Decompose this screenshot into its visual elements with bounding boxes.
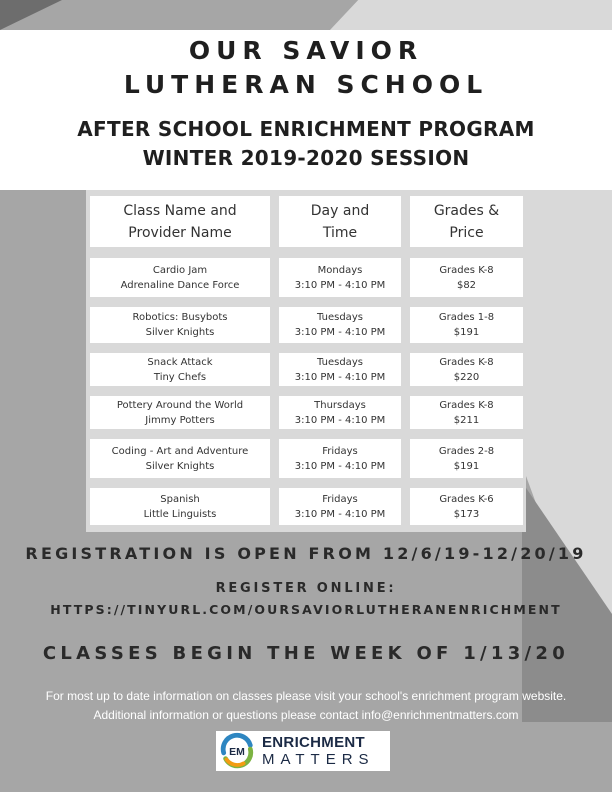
- logo-mark-text: EM: [229, 746, 245, 758]
- table-row-class: [90, 439, 270, 478]
- header-class-line2: Provider Name: [128, 224, 232, 241]
- class-name: Pottery Around the World: [116, 399, 244, 411]
- provider-name: Silver Knights: [145, 460, 215, 472]
- corner-band-light: [330, 0, 612, 30]
- header-day-line1: Day and: [310, 202, 370, 219]
- header-day-line2: Time: [322, 224, 358, 241]
- class-price: $191: [453, 460, 480, 472]
- class-name: Snack Attack: [147, 356, 213, 368]
- table-row-grades: [410, 307, 523, 343]
- class-grades: Grades K-6: [439, 493, 494, 505]
- class-price: $211: [453, 414, 480, 426]
- table-row-time: [279, 307, 401, 343]
- program-title-line2: WINTER 2019-2020 SESSION: [142, 146, 470, 170]
- class-time: 3:10 PM - 4:10 PM: [294, 460, 386, 472]
- header-class-name: [90, 196, 270, 247]
- table-row-grades: [410, 258, 523, 297]
- header-day-time: [279, 196, 401, 247]
- class-name: Cardio Jam: [152, 264, 208, 276]
- class-name: Coding - Art and Adventure: [111, 445, 249, 457]
- register-online-block: [0, 578, 612, 620]
- provider-name: Adrenaline Dance Force: [120, 279, 240, 291]
- class-day: Mondays: [317, 264, 363, 276]
- table-row-class: [90, 353, 270, 386]
- info-line2: Additional information or questions please contact info@enrichmentmatters.com: [93, 708, 519, 722]
- class-day: Fridays: [322, 445, 358, 457]
- table-row-class: [90, 488, 270, 525]
- school-name-line2: LUTHERAN SCHOOL: [123, 70, 489, 99]
- em-logo-icon: [218, 732, 256, 770]
- provider-name: Tiny Chefs: [153, 371, 207, 383]
- header-panel: [0, 30, 612, 190]
- class-grades: Grades K-8: [439, 264, 494, 276]
- class-day: Tuesdays: [317, 356, 363, 368]
- logo-line1: ENRICHMENT: [262, 734, 365, 751]
- class-grades: Grades 2-8: [438, 445, 495, 457]
- table-row-grades: [410, 488, 523, 525]
- table-row-grades: [410, 396, 523, 429]
- provider-name: Silver Knights: [145, 327, 215, 338]
- classes-begin: CLASSES BEGIN THE WEEK OF 1/13/20: [42, 643, 570, 664]
- class-price: $220: [453, 371, 480, 383]
- table-row-class: [90, 396, 270, 429]
- table-row-time: [279, 396, 401, 429]
- register-online-label: REGISTER ONLINE:: [215, 581, 397, 596]
- logo-line2: MATTERS: [262, 751, 375, 768]
- logo-wordmark: [262, 734, 375, 768]
- table-row-time: [279, 258, 401, 297]
- program-title: [0, 115, 612, 173]
- table-row-grades: [410, 439, 523, 478]
- class-grades: Grades K-8: [439, 399, 494, 411]
- class-day: Thursdays: [314, 399, 366, 411]
- class-time: 3:10 PM - 4:10 PM: [294, 327, 386, 338]
- class-day: Tuesdays: [317, 312, 363, 323]
- header-grades-line1: Grades &: [433, 202, 500, 219]
- program-title-line1: AFTER SCHOOL ENRICHMENT PROGRAM: [77, 117, 535, 141]
- enrichment-matters-logo: [216, 731, 390, 771]
- class-time: 3:10 PM - 4:10 PM: [294, 371, 386, 383]
- class-name: Robotics: Busybots: [132, 312, 228, 323]
- table-row-time: [279, 488, 401, 525]
- registration-link[interactable]: HTTPS://TINYURL.COM/OURSAVIORLUTHERANENRICHMENT: [50, 602, 562, 617]
- class-name: Spanish: [160, 493, 200, 505]
- info-line1: For most up to date information on classes please visit your school's enrichment program website.: [45, 689, 567, 703]
- school-name-line1: OUR SAVIOR: [188, 36, 424, 65]
- class-time: 3:10 PM - 4:10 PM: [294, 414, 386, 426]
- table-row-time: [279, 353, 401, 386]
- class-price: $82: [456, 279, 477, 291]
- class-grades: Grades K-8: [439, 356, 494, 368]
- info-text: [0, 687, 612, 725]
- table-row-grades: [410, 353, 523, 386]
- header-grades-price: [410, 196, 523, 247]
- class-price: $173: [453, 508, 480, 520]
- school-name: [0, 34, 612, 102]
- provider-name: Jimmy Potters: [145, 414, 215, 426]
- class-day: Fridays: [322, 493, 358, 505]
- table-row-class: [90, 307, 270, 343]
- table-row-time: [279, 439, 401, 478]
- header-grades-line2: Price: [449, 224, 484, 241]
- class-time: 3:10 PM - 4:10 PM: [294, 279, 386, 291]
- table-row-class: [90, 258, 270, 297]
- registration-dates: REGISTRATION IS OPEN FROM 12/6/19-12/20/19: [25, 544, 587, 563]
- provider-name: Little Linguists: [143, 508, 217, 520]
- corner-triangle-dark: [0, 0, 62, 30]
- class-grades: Grades 1-8: [438, 312, 495, 323]
- header-class-line1: Class Name and: [123, 202, 237, 219]
- class-time: 3:10 PM - 4:10 PM: [294, 508, 386, 520]
- class-price: $191: [453, 327, 480, 338]
